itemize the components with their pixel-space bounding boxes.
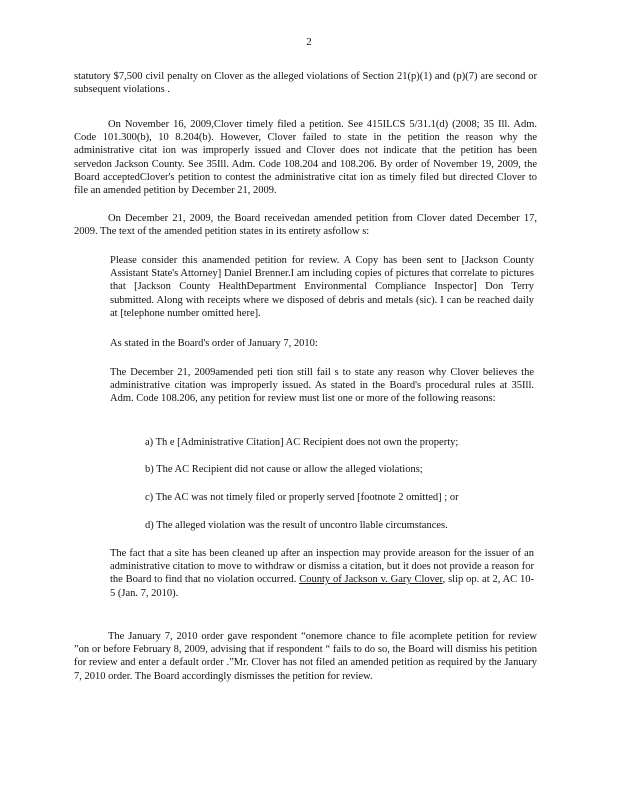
quote-board-order: The December 21, 2009amended peti tion still fail s to state any reason why Clover believes the administrative citation was improperly issued. As stated in the Board's procedural rules at 35Ill. Adm. Code 108.206, any petition for review must list one or more of the following reasons: bbox=[110, 367, 534, 405]
list-item-a: a) Th e [Administrative Citation] AC Recipient does not own the property; bbox=[145, 437, 459, 448]
paragraph-statutory-penalty: statutory $7,500 civil penalty on Clover as the alleged violations of Section 21(p)(1) and (p)(7) are second or subsequent violations . bbox=[74, 71, 537, 96]
quote-site-cleaned-text: The fact that a site has been cleaned up after an inspection may provide areason for the issuer of an administrative citation to move to withdraw or dismiss a citation, but it does not provide a reason for the Board to find that no violation occurred. bbox=[110, 548, 534, 586]
paragraph-december-amended: On December 21, 2009, the Board receivedan amended petition from Clover dated December 17, 2009. The text of the amended petition states in its entirety asfollow s: bbox=[74, 213, 537, 238]
page-number: 2 bbox=[306, 36, 312, 48]
quote-site-cleaned bbox=[110, 547, 534, 600]
list-item-c: c) The AC was not timely filed or properly served [footnote 2 omitted] ; or bbox=[145, 492, 459, 503]
list-item-d: d) The alleged violation was the result of uncontro llable circumstances. bbox=[145, 520, 448, 531]
quote-as-stated: As stated in the Board's order of January 7, 2010: bbox=[110, 338, 318, 349]
paragraph-november-petition: On November 16, 2009,Clover timely filed a petition. See 415ILCS 5/31.1(d) (2008; 35 Ill. Adm. Code 101.300(b), 10 8.204(b). However, Clover failed to state in the petition the reason why the administrative citat ion was improperly issued and Clover does not indicate that the petition has been servedon Jackson County. See 35Ill. Adm. Code 108.204 and 108.206. By order of November 19, 2009, the Board acceptedClover's petition to contest the administrative citat ion as timely filed but directed Clover to file an amended petition by December 21, 2009. bbox=[74, 119, 537, 197]
quote-amended-petition: Please consider this anamended petition for review. A Copy has been sent to [Jackson County Assistant State's Attorney] Daniel Brenner.I am including copies of pictures that correlate to pictures that [Jackson County HealthDepartment Environmental Compliance Inspector] Don Terry submitted. Along with receipts where we disposed of debris and metals (sic). I can be reached daily at [telephone number omitted here]. bbox=[110, 255, 534, 319]
case-citation-slip-op: , slip op. at 2, AC 10- 5 (Jan. 7, 2010). bbox=[110, 574, 534, 599]
case-citation: County of Jackson v. Gary Clover bbox=[299, 574, 443, 586]
list-item-b: b) The AC Recipient did not cause or allow the alleged violations; bbox=[145, 464, 423, 475]
paragraph-dismissal: The January 7, 2010 order gave respondent “onemore chance to file acomplete petition for review ”on or before February 8, 2009, advising that if respondent “ fails to do so, the Board will dismiss his petition for review and enter a default order .”Mr. Clover has not filed an amended petition as required by the January 7, 2010 order. The Board accordingly dismisses the petition for review. bbox=[74, 631, 537, 682]
